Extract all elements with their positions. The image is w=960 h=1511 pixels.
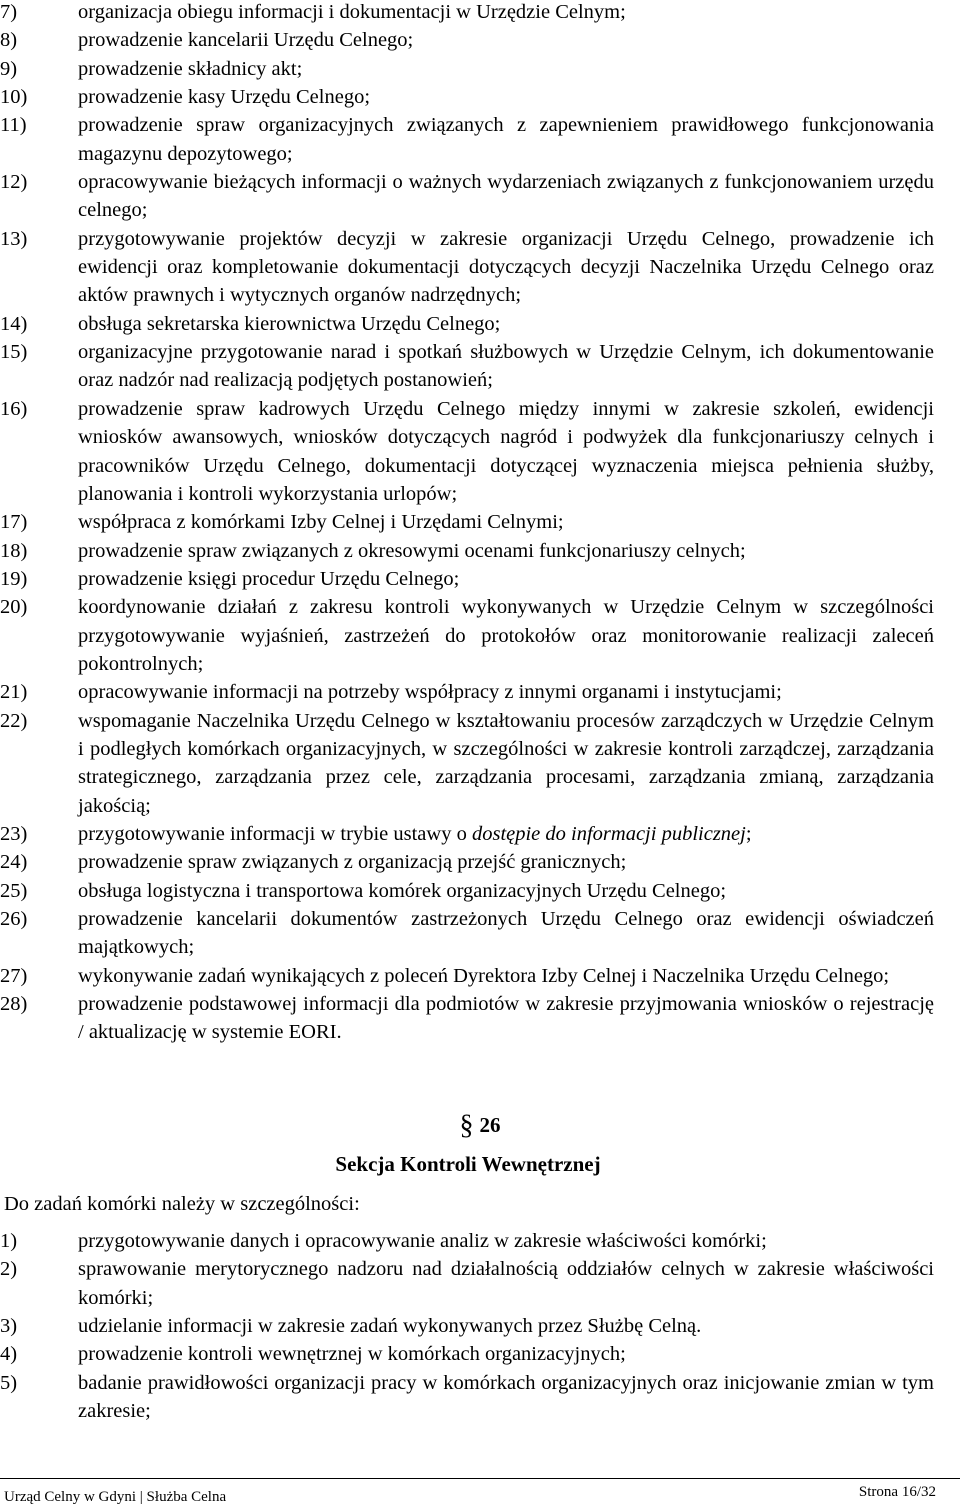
list-item-number: 14)	[0, 312, 28, 335]
list-item	[0, 905, 960, 962]
list-item-number: 24)	[0, 851, 28, 874]
list-item	[0, 0, 960, 26]
list-item	[0, 111, 960, 168]
list-item-text: opracowywanie informacji na potrzeby współpracy z innymi organami i instytucjami;	[78, 681, 782, 704]
list-item	[0, 83, 960, 111]
list-item-number: 20)	[0, 596, 28, 619]
list-item-number: 9)	[0, 57, 18, 80]
list-item	[0, 820, 960, 848]
list-item-number: 12)	[0, 171, 28, 194]
list-item-number: 25)	[0, 879, 28, 902]
list-item-tail: ;	[745, 822, 752, 845]
list-item-text: prowadzenie spraw kadrowych Urzędu Celnego między innymi w zakresie szkoleń, ewidencji wniosków awansowych, wniosków dotyczących nagród i podwyżek dla funkcjonariuszy celnych i pracowników Urzędu Celnego, dokumentacji dotyczącej wyznaczenia miejsca pełnienia służby, planowania i kontroli wykorzystania urlopów;	[78, 397, 934, 505]
list-item-text: obsługa sekretarska kierownictwa Urzędu Celnego;	[78, 312, 501, 335]
list-item-text: organizacyjne przygotowanie narad i spotkań służbowych w Urzędzie Celnym, ich dokumentowanie oraz nadzór nad realizacją podjętych postanowień;	[78, 341, 934, 392]
list-item	[0, 338, 960, 395]
list-item	[0, 877, 960, 905]
footer-office: Urząd Celny w Gdyni | Służba Celna	[4, 1489, 227, 1505]
footer-page-number: Strona 16/32	[858, 1484, 936, 1500]
list-item-text: prowadzenie spraw organizacyjnych związanych z zapewnieniem prawidłowego funkcjonowania magazynu depozytowego;	[78, 114, 934, 165]
list-item-text: wykonywanie zadań wynikających z poleceń Dyrektora Izby Celnej i Naczelnika Urzędu Celnego;	[78, 964, 890, 987]
list-item-number: 8)	[0, 29, 18, 52]
footer-divider	[0, 1478, 960, 1479]
list-item-number: 10)	[0, 86, 28, 109]
list-item-number: 18)	[0, 539, 28, 562]
list-item-number: 27)	[0, 964, 28, 987]
list-item	[0, 508, 960, 536]
list-item	[0, 1312, 960, 1340]
list-item-text: obsługa logistyczna i transportowa komórek organizacyjnych Urzędu Celnego;	[78, 879, 727, 902]
list-item-text: prowadzenie spraw związanych z okresowymi ocenami funkcjonariuszy celnych;	[78, 539, 746, 562]
list-item-text: organizacja obiegu informacji i dokumentacji w Urzędzie Celnym;	[78, 1, 626, 23]
list-item	[0, 537, 960, 565]
list-item-text: prowadzenie kontroli wewnętrznej w komórkach organizacyjnych;	[78, 1343, 626, 1366]
list-item	[0, 565, 960, 593]
list-item-text: przygotowywanie informacji w trybie ustawy o	[78, 822, 472, 845]
list-item-number: 13)	[0, 227, 28, 250]
list-item	[0, 990, 960, 1047]
list-item-number: 28)	[0, 993, 28, 1016]
list-item-number: 17)	[0, 511, 28, 534]
list-item-number: 16)	[0, 397, 28, 420]
list-item-text: prowadzenie kancelarii Urzędu Celnego;	[78, 29, 414, 52]
list-item-number: 22)	[0, 709, 28, 732]
list-item-number: 1)	[0, 1230, 18, 1252]
list-item-number: 26)	[0, 908, 28, 930]
list-item	[0, 678, 960, 706]
list-item	[0, 1340, 960, 1368]
list-item-number: 21)	[0, 681, 28, 704]
list-item	[0, 593, 960, 678]
list-item-text: opracowywanie bieżących informacji o ważnych wydarzeniach związanych z funkcjonowaniem urzędu celnego;	[78, 171, 934, 222]
list-item-text: prowadzenie spraw związanych z organizacją przejść granicznych;	[78, 851, 627, 874]
list-item-text: wspomaganie Naczelnika Urzędu Celnego w kształtowaniu procesów zarządczych w Urzędzie Celnym i podległych komórkach organizacyjnych, w szczególności w zakresie kontroli zarządczej, zarządzania strategicznego, zarządzania przez cele, zarządzania procesami, zarządzania zmianą, zarządzania jakością;	[78, 709, 934, 817]
list-item	[0, 168, 960, 225]
list-item-number: 3)	[0, 1315, 18, 1338]
list-item-number: 4)	[0, 1343, 18, 1366]
list-item	[0, 26, 960, 54]
list-item-number: 19)	[0, 567, 28, 590]
intro-text: Do zadań komórki należy w szczególności:	[4, 1193, 360, 1215]
list-item	[0, 1369, 960, 1426]
list-item-text: prowadzenie kancelarii dokumentów zastrzeżonych Urzędu Celnego oraz ewidencji oświadczeń majątkowych;	[78, 908, 934, 959]
section-number: 26	[479, 1113, 501, 1137]
list-item	[0, 1227, 960, 1255]
section-title: Sekcja Kontroli Wewnętrznej	[335, 1152, 601, 1176]
list-item-text: prowadzenie księgi procedur Urzędu Celnego;	[78, 567, 460, 590]
list-item	[0, 1255, 960, 1312]
list-item-number: 7)	[0, 1, 18, 23]
task-list-bottom	[0, 1227, 960, 1425]
list-item-text: prowadzenie podstawowej informacji dla podmiotów w zakresie przyjmowania wniosków o rejestrację / aktualizację w systemie EORI.	[78, 993, 934, 1044]
list-item	[0, 962, 960, 990]
list-item-number: 5)	[0, 1371, 18, 1394]
list-item	[0, 225, 960, 310]
list-item-text: udzielanie informacji w zakresie zadań wykonywanych przez Służbę Celną.	[78, 1315, 702, 1338]
list-item-text: współpraca z komórkami Izby Celnej i Urzędami Celnymi;	[78, 511, 564, 534]
list-item	[0, 310, 960, 338]
section-symbol: §	[459, 1110, 474, 1141]
list-item-text: prowadzenie kasy Urzędu Celnego;	[78, 86, 371, 109]
list-item	[0, 707, 960, 820]
list-item-text: koordynowanie działań z zakresu kontroli wykonywanych w Urzędzie Celnym w szczególności przygotowywanie wyjaśnień, zastrzeżeń do protokołów oraz monitorowanie realizacji zaleceń pokontrolnych;	[78, 596, 934, 675]
list-item	[0, 55, 960, 83]
list-item	[0, 395, 960, 508]
list-item-text: badanie prawidłowości organizacji pracy w komórkach organizacyjnych oraz inicjowanie zmian w tym zakresie;	[78, 1371, 934, 1423]
list-item-text: prowadzenie składnicy akt;	[78, 57, 303, 80]
list-item-text: przygotowywanie projektów decyzji w zakresie organizacji Urzędu Celnego, prowadzenie ich ewidencji oraz kompletowanie dokumentacji dotyczących decyzji Naczelnika Urzędu Celnego oraz aktów prawnych i wytycznych organów nadrzędnych;	[78, 227, 934, 307]
list-item	[0, 848, 960, 876]
list-item-number: 23)	[0, 822, 28, 845]
list-item-italic-text: dostępie do informacji publicznej	[471, 822, 746, 845]
list-item-number: 2)	[0, 1258, 18, 1281]
list-item-text: sprawowanie merytorycznego nadzoru nad działalnością oddziałów celnych w zakresie właściwości komórki;	[78, 1258, 934, 1309]
list-item-number: 11)	[0, 114, 27, 137]
section-heading	[0, 1110, 960, 1142]
list-item-text: przygotowywanie danych i opracowywanie analiz w zakresie właściwości komórki;	[78, 1230, 767, 1252]
list-item-number: 15)	[0, 341, 28, 364]
